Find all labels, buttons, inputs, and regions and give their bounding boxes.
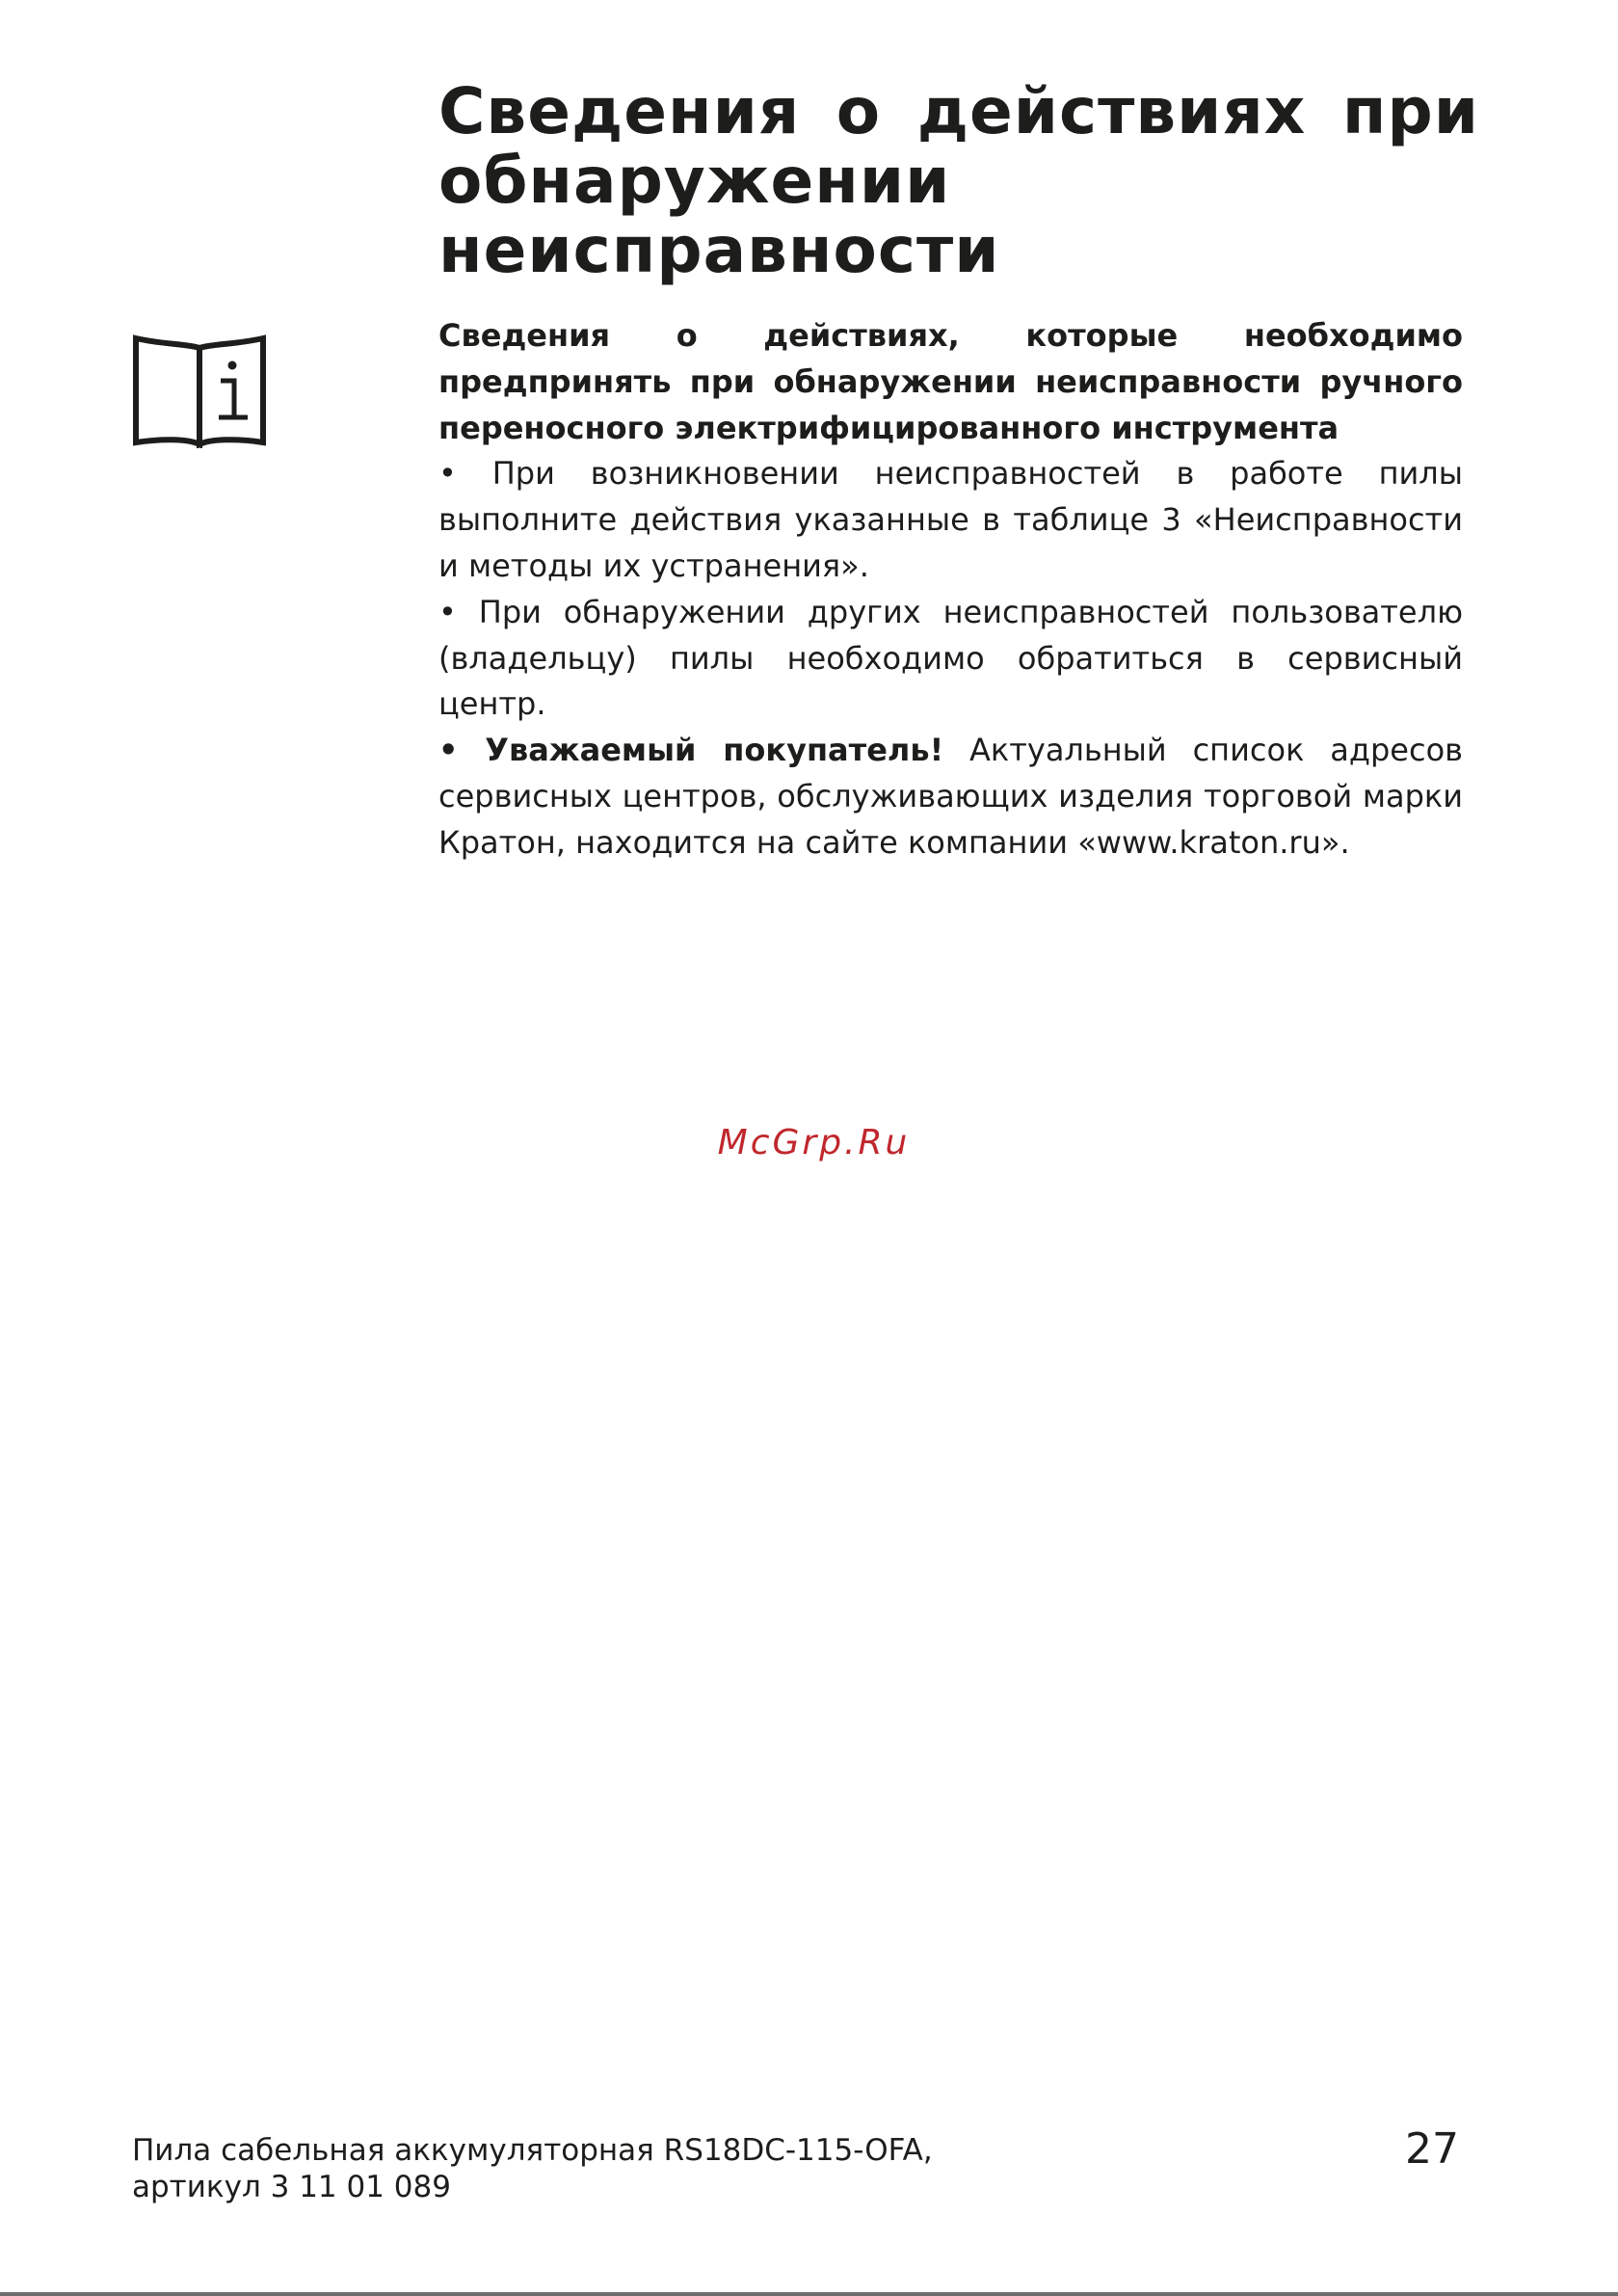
watermark-text: McGrp.Ru [717, 1123, 911, 1162]
bullet-table-reference: • При возникновении неисправностей в работе пилы выполните действия указанные в таблице 3 «Неисправности и методы их устранения». [438, 455, 1463, 584]
customer-greeting: • Уважаемый покупатель! [438, 732, 944, 769]
watermark [0, 1123, 1618, 1162]
lead-paragraph: Сведения о действиях, которые необходимо предпринять при обнаружении неисправности ручного переносного электрифицированного инструмента [438, 317, 1463, 446]
bottom-rule [0, 2292, 1618, 2296]
bullet-customer-notice [438, 728, 1463, 866]
page-title: Сведения о действиях при обнаружении неисправности [438, 74, 1479, 287]
fault-instructions [438, 313, 1463, 867]
footer-article-number: артикул 3 11 01 089 [132, 2170, 451, 2204]
service-list-text: Актуальный список адресов сервисных центров, обслуживающих изделия торговой марки Кратон, находится на сайте компании «www.kraton.ru». [438, 732, 1464, 861]
bullet-service-center: • При обнаружении других неисправностей пользователю (владельцу) пилы необходимо обратиться в сервисный центр. [438, 593, 1463, 723]
info-manual-icon [132, 334, 267, 448]
footer-product-name: Пила сабельная аккумуляторная RS18DC-115-OFA, [132, 2133, 933, 2168]
footer-product-info [132, 2132, 933, 2205]
page-number: 27 [1405, 2124, 1459, 2174]
